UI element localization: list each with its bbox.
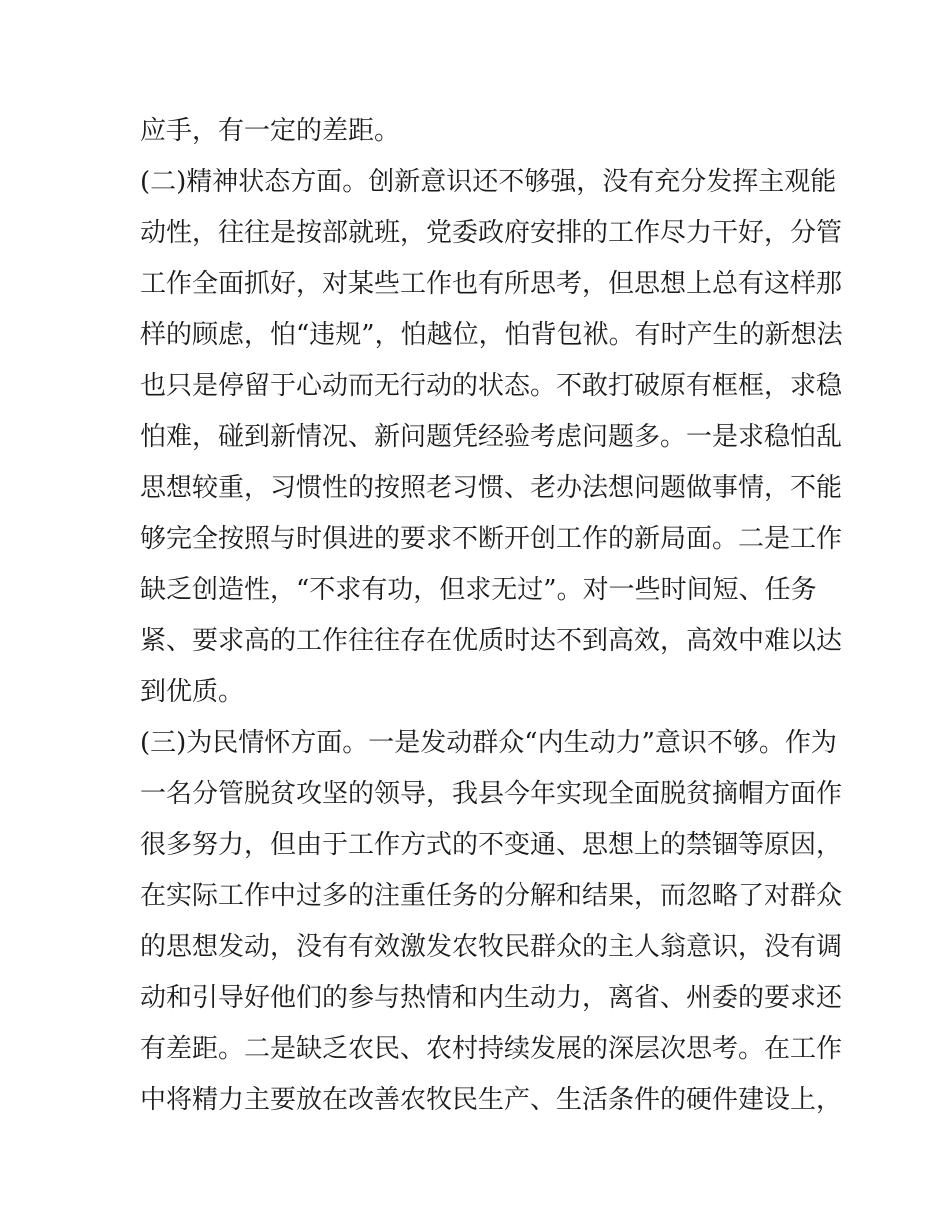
text-line: 动和引导好他们的参与热情和内生动力，离省、州委的要求还 — [140, 983, 843, 1013]
text-line: 紧、要求高的工作往往存在优质时达不到高效，高效中难以达 — [140, 626, 843, 656]
text-line: (三)为民情怀方面。一是发动群众“内生动力”意识不够。作为 — [140, 728, 837, 758]
text-line: 中将精力主要放在改善农牧民生产、生活条件的硬件建设上， — [140, 1085, 843, 1115]
text-line: 到优质。 — [140, 677, 245, 707]
text-line: 思想较重，习惯性的按照老习惯、老办法想问题做事情，不能 — [140, 473, 843, 503]
text-line: 够完全按照与时俱进的要求不断开创工作的新局面。二是工作 — [140, 524, 843, 554]
text-line: 缺乏创造性，“不求有功，但求无过”。对一些时间短、任务 — [140, 575, 817, 605]
text-line: 动性，往往是按部就班，党委政府安排的工作尽力干好，分管 — [140, 218, 843, 248]
text-line: 样的顾虑，怕“违规”，怕越位，怕背包袱。有时产生的新想法 — [140, 320, 843, 350]
text-line: 工作全面抓好，对某些工作也有所思考，但思想上总有这样那 — [140, 269, 843, 299]
text-line: 应手，有一定的差距。 — [140, 116, 401, 146]
text-line: 也只是停留于心动而无行动的状态。不敢打破原有框框，求稳 — [140, 371, 843, 401]
text-line: 有差距。二是缺乏农民、农村持续发展的深层次思考。在工作 — [140, 1034, 843, 1064]
text-line: 怕难，碰到新情况、新问题凭经验考虑问题多。一是求稳怕乱 — [140, 422, 843, 452]
text-line: 的思想发动，没有有效激发农牧民群众的主人翁意识，没有调 — [140, 932, 843, 962]
text-line: 在实际工作中过多的注重任务的分解和结果，而忽略了对群众 — [140, 881, 843, 911]
text-line: 很多努力，但由于工作方式的不变通、思想上的禁锢等原因， — [140, 830, 843, 860]
text-line: (二)精神状态方面。创新意识还不够强，没有充分发挥主观能 — [140, 167, 837, 197]
text-line: 一名分管脱贫攻坚的领导，我县今年实现全面脱贫摘帽方面作 — [140, 779, 843, 809]
body-text — [140, 106, 843, 1126]
